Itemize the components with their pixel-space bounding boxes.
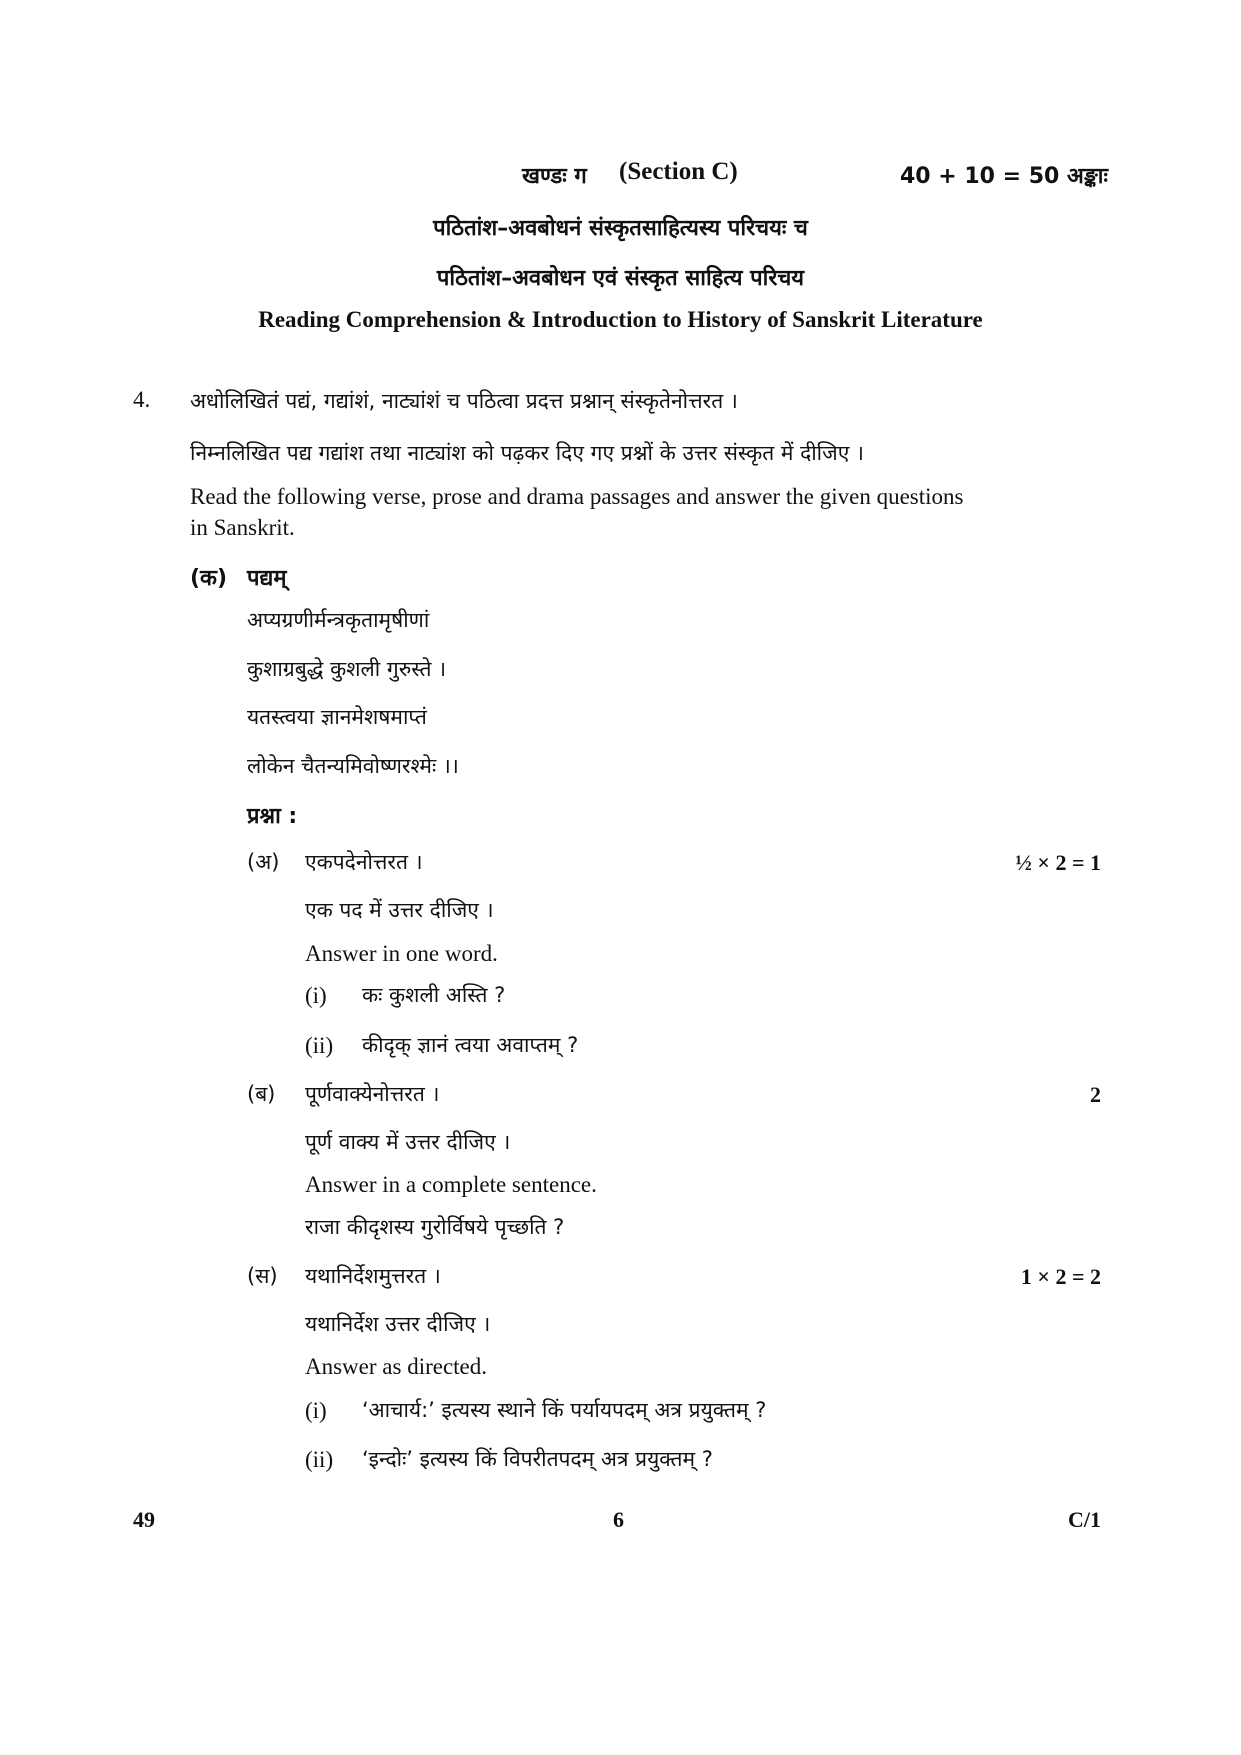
part-ka-title: पद्यम् — [247, 566, 287, 591]
verse-line-1: अप्यग्रणीर्मन्त्रकृतामृषीणां — [247, 608, 430, 632]
sub-b-instruction-hindi: पूर्ण वाक्य में उत्तर दीजिए । — [305, 1130, 511, 1154]
sub-b-instruction-sanskrit: पूर्णवाक्येनोत्तरत । — [305, 1082, 440, 1106]
sub-c-item-2-text: ‘इन्दोः’ इत्यस्य किं विपरीतपदम् अत्र प्रयुक्तम् ? — [362, 1447, 713, 1471]
section-label-english: (Section C) — [619, 158, 738, 185]
sub-a-item-1-number: (i) — [305, 983, 327, 1008]
question-number: 4. — [133, 387, 151, 412]
section-label-hindi: खण्डः ग — [522, 164, 587, 189]
sub-b-label: (ब) — [247, 1082, 276, 1106]
title-english: Reading Comprehension & Introduction to History of Sanskrit Literature — [258, 307, 983, 332]
sub-c-instruction-sanskrit: यथानिर्देशमुत्तरत । — [305, 1264, 441, 1288]
sub-a-instruction-hindi: एक पद में उत्तर दीजिए । — [305, 898, 494, 922]
instruction-hindi: निम्नलिखित पद्य गद्यांश तथा नाट्यांश को पढ़कर दिए गए प्रश्नों के उत्तर संस्कृत में दीजिए । — [190, 441, 864, 465]
instruction-english-line2: in Sanskrit. — [190, 515, 295, 540]
sub-c-item-2-number: (ii) — [305, 1447, 334, 1472]
title-hindi: पठितांश–अवबोधन एवं संस्कृत साहित्य परिचय — [436, 266, 805, 291]
sub-b-question: राजा कीदृशस्य गुरोर्विषये पृच्छति ? — [305, 1215, 565, 1239]
sub-c-instruction-english: Answer as directed. — [305, 1354, 488, 1379]
sub-a-instruction-english: Answer in one word. — [305, 941, 498, 966]
prashna-label: प्रश्ना : — [247, 804, 298, 829]
sub-a-item-1-text: कः कुशली अस्ति ? — [362, 983, 506, 1007]
sub-c-marks: 1 × 2 = 2 — [1020, 1264, 1101, 1289]
footer-set: C/1 — [1068, 1507, 1101, 1532]
sub-c-instruction-hindi: यथानिर्देश उत्तर दीजिए । — [305, 1312, 491, 1336]
sub-c-item-1-text: ‘आचार्य:’ इत्यस्य स्थाने किं पर्यायपदम् अत्र प्रयुक्तम् ? — [362, 1398, 767, 1422]
sub-a-item-2-text: कीदृक् ज्ञानं त्वया अवाप्तम् ? — [362, 1033, 579, 1057]
sub-c-item-1-number: (i) — [305, 1398, 327, 1423]
sub-a-instruction-sanskrit: एकपदेनोत्तरत । — [305, 850, 423, 874]
sub-b-instruction-english: Answer in a complete sentence. — [305, 1172, 597, 1197]
verse-line-2: कुशाग्रबुद्धे कुशली गुरुस्ते । — [247, 657, 447, 681]
sub-a-marks: ½ × 2 = 1 — [1015, 850, 1101, 875]
verse-line-4: लोकेन चैतन्यमिवोष्णरश्मेः ।। — [247, 754, 459, 778]
sub-a-item-2-number: (ii) — [305, 1033, 334, 1058]
section-marks: 40 + 10 = 50 अङ्काः — [900, 164, 1108, 189]
sub-b-marks: 2 — [1090, 1082, 1101, 1107]
instruction-english-line1: Read the following verse, prose and drama passages and answer the given questions — [190, 484, 964, 509]
verse-line-3: यतस्त्वया ज्ञानमेशषमाप्तं — [247, 705, 427, 729]
page-number: 6 — [613, 1507, 624, 1532]
part-ka-label: (क) — [190, 566, 228, 591]
title-sanskrit: पठितांश–अवबोधनं संस्कृतसाहित्यस्य परिचयः च — [433, 216, 808, 241]
instruction-sanskrit: अधोलिखितं पद्यं, गद्यांशं, नाट्यांशं च पठित्वा प्रदत्त प्रश्नान् संस्कृतेनोत्तरत । — [190, 389, 738, 413]
sub-a-label: (अ) — [247, 850, 280, 874]
sub-c-label: (स) — [247, 1264, 278, 1288]
footer-code: 49 — [133, 1507, 155, 1532]
